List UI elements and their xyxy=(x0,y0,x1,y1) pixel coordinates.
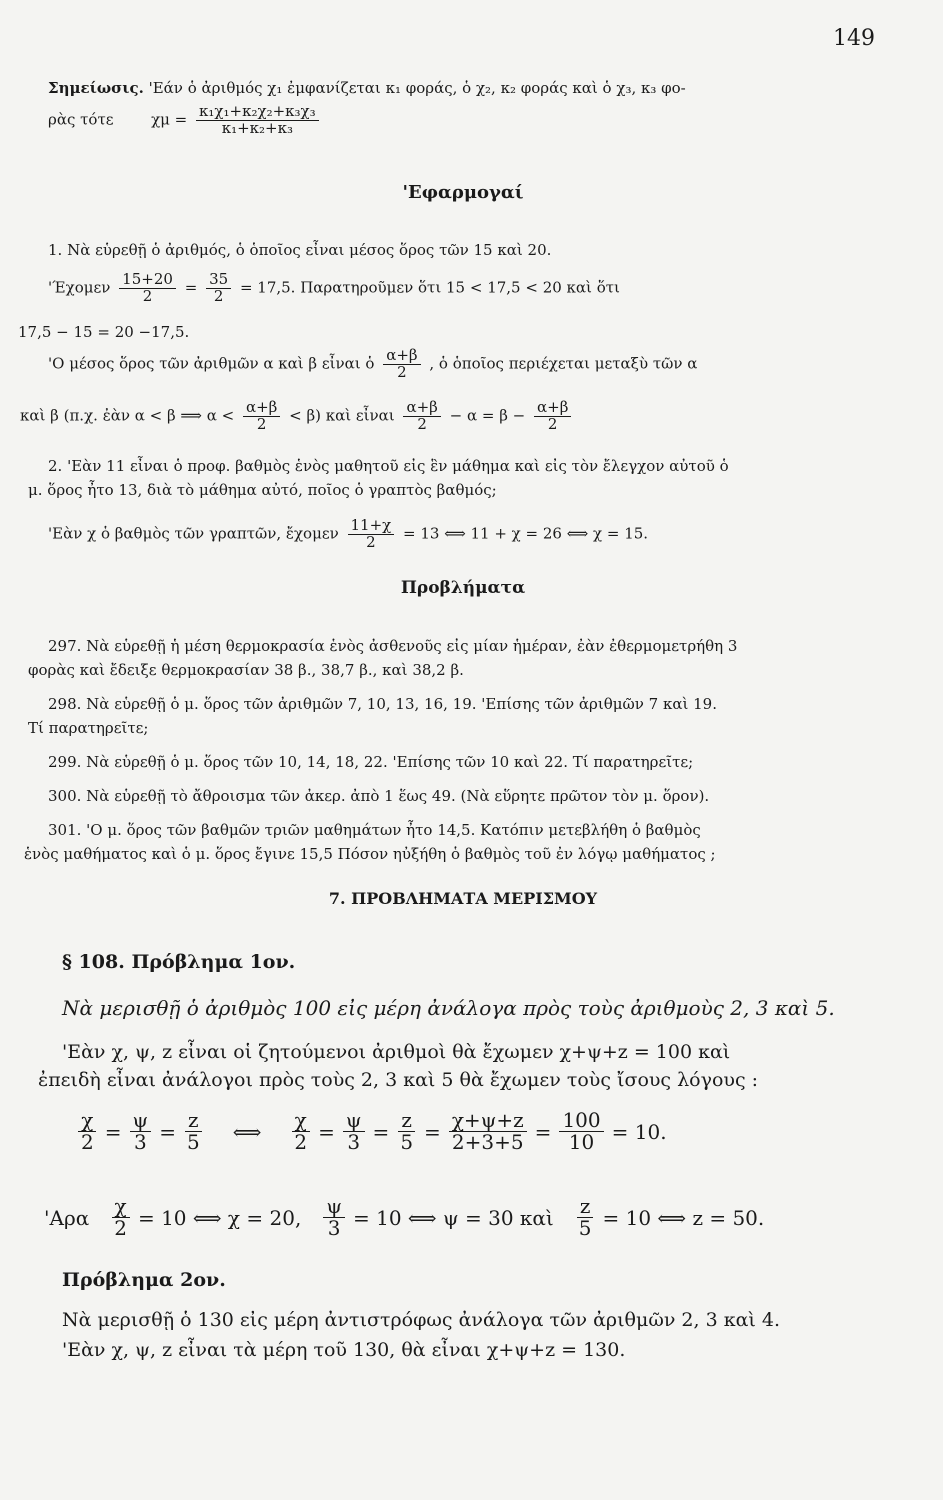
frac-num: α+β xyxy=(403,400,440,417)
frac-den: 2 xyxy=(294,1130,308,1154)
frac-num: α+β xyxy=(534,400,571,417)
app-p2a: 2. 'Εὰν 11 εἶναι ὁ προφ. βαθμὸς ἑνὸς μαθητοῦ εἰς ἓν μάθημα καὶ εἰς τὸν ἔλεγχον αὐτοῦ ὁ xyxy=(48,457,729,475)
app-p1a xyxy=(48,272,878,305)
equals: = xyxy=(318,1119,335,1144)
frac-num: 35 xyxy=(206,272,231,289)
problem-298-b: Τί παρατηρεῖτε; xyxy=(28,719,149,737)
frac-den: 3 xyxy=(133,1130,147,1154)
problem-299: 299. Νὰ εὑρεθῇ ὁ μ. ὅρος τῶν 10, 14, 18, 22. 'Επίσης τῶν 10 καὶ 22. Τί παρατηρεῖτε; xyxy=(48,753,694,771)
frac-15-20 xyxy=(119,272,176,305)
ara-label: 'Αρα xyxy=(44,1205,90,1230)
frac-num: ψ xyxy=(130,1110,152,1132)
note-numerator: κ₁χ₁+κ₂χ₂+κ₃χ₃ xyxy=(196,104,319,121)
app-p1d-mid: < β) καὶ εἶναι xyxy=(289,406,395,425)
frac-y-3b xyxy=(343,1110,365,1153)
result-y: = 10 ⟺ ψ = 30 καὶ xyxy=(353,1205,554,1230)
frac-den: 2 xyxy=(256,414,267,433)
frac-den: 2 xyxy=(114,1216,127,1240)
frac-den: 3 xyxy=(347,1130,361,1154)
equals: = xyxy=(372,1119,390,1144)
app-p1d-mid2: − α = β − xyxy=(449,406,526,425)
app-p1b: 17,5 − 15 = 20 −17,5. xyxy=(18,323,190,341)
frac-100-10 xyxy=(559,1110,603,1153)
problem-1-line-2: ἐπειδὴ εἶναι ἀνάλογοι πρὸς τοὺς 2, 3 καὶ 5 θὰ ἔχωμεν τοὺς ἴσους λόγους : xyxy=(38,1069,759,1091)
frac-z-5b xyxy=(397,1110,416,1153)
equals: = xyxy=(159,1119,176,1144)
app-p1d xyxy=(20,400,850,433)
frac-den: 10 xyxy=(568,1130,595,1154)
equals: = xyxy=(424,1119,441,1144)
frac-y-3 xyxy=(130,1110,152,1153)
app-p1c-pre: 'Ο μέσος ὅρος τῶν ἀριθμῶν α καὶ β εἶναι ὁ xyxy=(48,354,375,373)
note-label: Σημείωσις. xyxy=(48,79,144,97)
note-denominator: κ₁+κ₂+κ₃ xyxy=(221,118,293,137)
frac-num: α+β xyxy=(383,348,420,365)
frac-11-x xyxy=(348,518,395,551)
ratio-equation xyxy=(70,1110,870,1153)
frac-den: 2+3+5 xyxy=(451,1130,524,1154)
note-line-1 xyxy=(48,80,878,97)
frac-num: χ+ψ+z xyxy=(449,1110,527,1132)
problem-1-line-1: 'Εὰν χ, ψ, z εἶναι οἱ ζητούμενοι ἀριθμοὶ θὰ ἔχωμεν χ+ψ+z = 100 καὶ xyxy=(62,1041,731,1063)
equals: = xyxy=(104,1119,122,1144)
frac-den: 2 xyxy=(142,286,153,305)
problem-297-b: φορὰς καὶ ἔδειξε θερμοκρασίαν 38 β., 38,7 β., καὶ 38,2 β. xyxy=(28,661,464,679)
frac-den: 2 xyxy=(547,414,558,433)
frac-num: χ xyxy=(292,1110,310,1132)
frac-num: χ xyxy=(112,1196,130,1218)
app-p1c-post: , ὁ ὁποῖος περιέχεται μεταξὺ τῶν α xyxy=(429,354,698,373)
frac-alpha-beta-2 xyxy=(243,400,280,433)
app-p1: 1. Νὰ εὑρεθῇ ὁ ἀριθμός, ὁ ὁποῖος εἶναι μέσος ὅρος τῶν 15 καὶ 20. xyxy=(48,241,552,259)
frac-x-2 xyxy=(78,1110,97,1153)
frac-x-2b xyxy=(291,1110,310,1153)
frac-num: 11+χ xyxy=(348,518,395,535)
iff-arrow: ⟺ xyxy=(232,1119,262,1144)
problem-2-line-2: 'Εὰν χ, ψ, z εἶναι τὰ μέρη τοῦ 130, θὰ εἶναι χ+ψ+z = 130. xyxy=(62,1339,626,1361)
frac-num: ψ xyxy=(343,1110,365,1132)
applications-heading: 'Εφαρμογαί xyxy=(402,182,524,203)
frac-den: 3 xyxy=(327,1216,341,1240)
frac-num: ψ xyxy=(323,1196,345,1218)
app-p1d-pre: καὶ β (π.χ. ἐὰν α < β ⟹ α < xyxy=(20,406,235,425)
frac-num: α+β xyxy=(243,400,280,417)
frac-sum xyxy=(449,1110,527,1153)
frac-den: 5 xyxy=(186,1130,200,1154)
frac-num: z xyxy=(185,1110,202,1132)
result-z: = 10 ⟺ z = 50. xyxy=(602,1205,765,1230)
problem-298-a: 298. Νὰ εὑρεθῇ ὁ μ. ὅρος τῶν ἀριθμῶν 7, 10, 13, 16, 19. 'Επίσης τῶν ἀριθμῶν 7 καὶ 19. xyxy=(48,695,717,713)
equals: = xyxy=(184,278,198,297)
problem-301-a: 301. 'Ο μ. ὅρος τῶν βαθμῶν τριῶν μαθημάτων ἦτο 14,5. Κατόπιν μετεβλήθη ὁ βαθμὸς xyxy=(48,821,701,839)
app-p1a-post: = 17,5. Παρατηροῦμεν ὅτι 15 < 17,5 < 20 καὶ ὅτι xyxy=(239,278,620,297)
section-7-heading: 7. ΠΡΟΒΛΗΜΑΤΑ ΜΕΡΙΣΜΟΥ xyxy=(328,889,598,908)
frac-den: 2 xyxy=(213,286,224,305)
frac-den: 2 xyxy=(417,414,427,433)
problem-301-b: ἑνὸς μαθήματος καὶ ὁ μ. ὅρος ἔγινε 15,5 Πόσον ηὐξήθη ὁ βαθμὸς τοῦ ἐν λόγῳ μαθήματος ; xyxy=(24,845,716,863)
page-number: 149 xyxy=(833,26,875,51)
problem-300: 300. Νὰ εὑρεθῇ τὸ ἄθροισμα τῶν ἀκερ. ἀπὸ 1 ἕως 49. (Νὰ εὕρητε πρῶτον τὸν μ. ὅρον). xyxy=(48,787,710,805)
frac-num: χ xyxy=(78,1110,96,1132)
problem-2-line-1: Νὰ μερισθῇ ὁ 130 εἰς μέρη ἀντιστρόφως ἀνάλογα τῶν ἀριθμῶν 2, 3 καὶ 4. xyxy=(62,1309,781,1331)
frac-den: 2 xyxy=(81,1130,94,1154)
frac-x-2c xyxy=(111,1196,130,1239)
result-10: = 10. xyxy=(611,1119,667,1144)
frac-den: 2 xyxy=(366,532,376,551)
frac-alpha-beta xyxy=(383,348,420,381)
note-text-1: 'Εάν ὁ ἀριθμός χ₁ ἐμφανίζεται κ₁ φοράς, ὁ χ₂, κ₂ φοράς καὶ ὁ χ₃, κ₃ φο- xyxy=(148,79,686,97)
app-p2c xyxy=(48,518,878,551)
frac-num: 15+20 xyxy=(119,272,176,289)
problem-2-heading: Πρόβλημα 2ον. xyxy=(62,1269,226,1291)
frac-den: 5 xyxy=(400,1130,414,1154)
problem-297-a: 297. Νὰ εὑρεθῇ ἡ μέση θερμοκρασία ἑνὸς ἀσθενοῦς εἰς μίαν ἡμέραν, ἐὰν ἐθερμομετρήθη 3 xyxy=(48,637,738,655)
frac-alpha-beta-4 xyxy=(534,400,571,433)
result-x: = 10 ⟺ χ = 20, xyxy=(137,1205,302,1230)
app-p2c-pre: 'Εὰν χ ὁ βαθμὸς τῶν γραπτῶν, ἔχομεν xyxy=(48,524,339,543)
frac-num: z xyxy=(577,1196,594,1218)
problem-1-statement: Νὰ μερισθῇ ὁ ἀριθμὸς 100 εἰς μέρη ἀνάλογα πρὸς τοὺς ἀριθμοὺς 2, 3 καὶ 5. xyxy=(62,996,835,1020)
note-lhs: χμ = xyxy=(151,110,188,129)
equals: = xyxy=(534,1119,552,1144)
app-p1c xyxy=(48,348,878,381)
app-p1a-pre: 'Έχομεν xyxy=(48,278,111,297)
frac-z-5c xyxy=(576,1196,595,1239)
note-text-2: ρὰς τότε xyxy=(48,110,114,129)
note-line-2 xyxy=(48,104,878,137)
frac-den: 2 xyxy=(397,362,407,381)
app-p2c-post: = 13 ⟺ 11 + χ = 26 ⟺ χ = 15. xyxy=(403,524,649,543)
frac-num: 100 xyxy=(559,1110,603,1132)
note-fraction xyxy=(196,104,319,137)
frac-z-5 xyxy=(184,1110,203,1153)
solution-equation xyxy=(44,1196,844,1239)
frac-num: z xyxy=(398,1110,415,1132)
frac-alpha-beta-3 xyxy=(403,400,440,433)
frac-35 xyxy=(206,272,231,305)
frac-den: 5 xyxy=(578,1216,592,1240)
app-p2b: μ. ὅρος ἦτο 13, διὰ τὸ μάθημα αὐτό, ποῖος ὁ γραπτὸς βαθμός; xyxy=(28,481,497,499)
frac-y-3c xyxy=(323,1196,345,1239)
problems-heading: Προβλήματα xyxy=(400,578,526,598)
section-108-heading: § 108. Πρόβλημα 1ον. xyxy=(62,951,296,973)
